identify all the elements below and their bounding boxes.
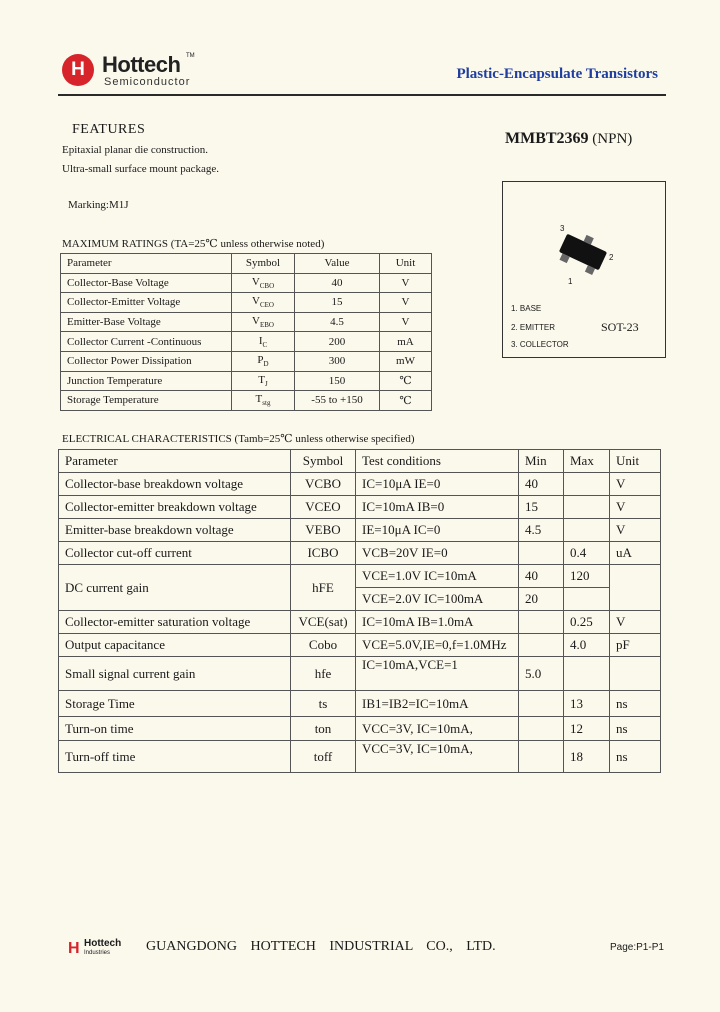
header-cell: Parameter — [61, 254, 232, 274]
marking-code: Marking:M1J — [68, 199, 129, 211]
symbol-main: V — [252, 314, 260, 327]
cell-unit — [610, 565, 661, 611]
package-diagram — [502, 181, 666, 358]
cell-min: 20 — [519, 588, 564, 611]
cell-condition: VCE=5.0V,IE=0,f=1.0MHz — [356, 634, 519, 657]
header-cell: Unit — [610, 450, 661, 473]
cell-max: 12 — [564, 717, 610, 741]
cell-unit: pF — [610, 634, 661, 657]
cell-condition: IC=10mA IB=1.0mA — [356, 611, 519, 634]
header-cell: Symbol — [232, 254, 295, 274]
brand-name: Hottech — [102, 52, 181, 77]
cell-condition: IB1=IB2=IC=10mA — [356, 691, 519, 717]
feature-line: Ultra-small surface mount package. — [62, 163, 219, 175]
cell-symbol: ton — [291, 717, 356, 741]
symbol-subscript: CEO — [259, 301, 274, 310]
header-cell: Unit — [380, 254, 432, 274]
cell-unit: V — [380, 273, 432, 293]
cell-value: -55 to +150 — [295, 391, 380, 411]
cell-max — [564, 519, 610, 542]
cell-max — [564, 657, 610, 691]
symbol-main: V — [251, 275, 260, 288]
cell-symbol: Cobo — [291, 634, 356, 657]
cell-min — [519, 542, 564, 565]
cell-unit: V — [380, 312, 432, 332]
cell-param: Junction Temperature — [61, 371, 232, 391]
cell-symbol — [232, 391, 295, 411]
symbol-main: P — [257, 354, 264, 367]
cell-symbol: VCE(sat) — [291, 611, 356, 634]
footer-brand-subtitle: Industries — [84, 950, 111, 956]
pin-number-label: 3 — [560, 224, 565, 233]
cell-min — [519, 717, 564, 741]
table-row — [59, 611, 661, 634]
cell-symbol — [232, 273, 295, 293]
symbol-main: I — [258, 334, 263, 347]
cell-symbol — [232, 351, 295, 371]
cell-condition: VCE=2.0V IC=100mA — [356, 588, 519, 611]
cell-param: Collector Current -Continuous — [61, 332, 232, 352]
table-row — [61, 391, 432, 411]
table-row — [59, 634, 661, 657]
header-cell: Max — [564, 450, 610, 473]
cell-max — [564, 496, 610, 519]
cell-param: Storage Time — [59, 691, 291, 717]
table-row — [59, 717, 661, 741]
cell-symbol: VCBO — [291, 473, 356, 496]
table-header-row — [61, 254, 432, 274]
cell-unit: mW — [380, 351, 432, 371]
feature-line: Epitaxial planar die construction. — [62, 144, 209, 156]
cell-min — [519, 634, 564, 657]
table-row — [59, 542, 661, 565]
cell-param: Emitter-Base Voltage — [61, 312, 232, 332]
cell-max: 0.4 — [564, 542, 610, 565]
cell-min: 5.0 — [519, 657, 564, 691]
cell-unit: ns — [610, 741, 661, 773]
cell-symbol: hFE — [291, 565, 356, 611]
symbol-subscript: D — [263, 360, 269, 369]
symbol-subscript: stg — [262, 399, 271, 408]
cell-symbol: VCEO — [291, 496, 356, 519]
cell-min: 4.5 — [519, 519, 564, 542]
electrical-characteristics-table — [58, 449, 661, 773]
symbol-main: T — [255, 393, 263, 406]
header-cell: Min — [519, 450, 564, 473]
cell-unit: V — [610, 519, 661, 542]
max-ratings-caption: MAXIMUM RATINGS (TA=25℃ unless otherwise noted) — [62, 238, 325, 250]
cell-value: 200 — [295, 332, 380, 352]
cell-symbol — [232, 312, 295, 332]
pin-base-label: 1. BASE — [511, 304, 542, 313]
table-row — [59, 496, 661, 519]
pin-emitter-label: 2. EMITTER — [511, 323, 556, 332]
footer-logo-icon: H — [68, 940, 80, 957]
cell-value: 300 — [295, 351, 380, 371]
pin-collector-label: 3. COLLECTOR — [511, 340, 569, 349]
cell-value: 150 — [295, 371, 380, 391]
pin-number-label: 1 — [568, 277, 573, 286]
table-header-row — [59, 450, 661, 473]
cell-param: Small signal current gain — [59, 657, 291, 691]
cell-value: 4.5 — [295, 312, 380, 332]
cell-condition: IC=10mA IB=0 — [356, 496, 519, 519]
header-cell: Test conditions — [356, 450, 519, 473]
footer-brand-name: Hottech — [84, 938, 122, 949]
cell-param: Collector-Base Voltage — [61, 273, 232, 293]
cell-unit: ℃ — [380, 391, 432, 411]
cell-min — [519, 611, 564, 634]
document-category-title: Plastic-Encapsulate Transistors — [456, 66, 658, 82]
cell-unit: V — [610, 611, 661, 634]
cell-min — [519, 741, 564, 773]
cell-param: Storage Temperature — [61, 391, 232, 411]
cell-condition: IC=10μA IE=0 — [356, 473, 519, 496]
symbol-subscript: EBO — [259, 321, 274, 330]
cell-max: 13 — [564, 691, 610, 717]
symbol-main: V — [252, 295, 260, 308]
cell-symbol: VEBO — [291, 519, 356, 542]
cell-condition: VCE=1.0V IC=10mA — [356, 565, 519, 588]
cell-min: 40 — [519, 565, 564, 588]
cell-value: 40 — [295, 273, 380, 293]
cell-param: Collector cut-off current — [59, 542, 291, 565]
cell-min: 40 — [519, 473, 564, 496]
table-row — [61, 312, 432, 332]
cell-condition: IE=10μA IC=0 — [356, 519, 519, 542]
footer-company-name: GUANGDONG HOTTECH INDUSTRIAL CO., LTD. — [146, 939, 496, 954]
cell-symbol — [232, 332, 295, 352]
cell-unit: mA — [380, 332, 432, 352]
table-row — [59, 565, 661, 588]
features-heading: FEATURES — [72, 122, 146, 137]
cell-condition: VCB=20V IE=0 — [356, 542, 519, 565]
part-number-heading — [505, 130, 632, 148]
cell-max — [564, 588, 610, 611]
cell-unit: ns — [610, 691, 661, 717]
cell-param: Turn-off time — [59, 741, 291, 773]
cell-unit — [610, 657, 661, 691]
symbol-subscript: C — [262, 340, 268, 349]
cell-symbol — [232, 293, 295, 313]
symbol-subscript: J — [265, 379, 268, 388]
cell-symbol — [232, 371, 295, 391]
cell-max: 120 — [564, 565, 610, 588]
cell-condition: IC=10mA,VCE=1 — [356, 657, 519, 691]
cell-symbol: hfe — [291, 657, 356, 691]
cell-min — [519, 691, 564, 717]
cell-unit: V — [610, 496, 661, 519]
symbol-subscript: CBO — [259, 281, 275, 290]
page-indicator: Page:P1-P1 — [610, 942, 664, 953]
table-row — [59, 657, 661, 691]
table-row — [61, 371, 432, 391]
pin-number-label: 2 — [609, 253, 614, 262]
cell-max — [564, 473, 610, 496]
cell-param: Collector-Emitter Voltage — [61, 293, 232, 313]
cell-param: Collector-emitter breakdown voltage — [59, 496, 291, 519]
cell-unit: V — [380, 293, 432, 313]
package-name: SOT-23 — [601, 320, 639, 334]
cell-unit: ℃ — [380, 371, 432, 391]
part-number: MMBT2369 — [505, 130, 589, 147]
cell-max: 0.25 — [564, 611, 610, 634]
cell-max: 4.0 — [564, 634, 610, 657]
cell-unit: ns — [610, 717, 661, 741]
cell-symbol: ts — [291, 691, 356, 717]
part-type: (NPN) — [592, 131, 633, 147]
header-cell: Parameter — [59, 450, 291, 473]
cell-unit: V — [610, 473, 661, 496]
electrical-caption: ELECTRICAL CHARACTERISTICS (Tamb=25℃ unless otherwise specified) — [62, 433, 415, 445]
table-row — [59, 519, 661, 542]
cell-symbol: toff — [291, 741, 356, 773]
cell-condition: VCC=3V, IC=10mA, — [356, 741, 519, 773]
table-row — [61, 332, 432, 352]
table-row — [59, 741, 661, 773]
max-ratings-table — [60, 253, 432, 411]
table-row — [61, 351, 432, 371]
symbol-main: T — [258, 373, 265, 386]
header-cell: Value — [295, 254, 380, 274]
header-divider — [58, 94, 666, 96]
cell-condition: VCC=3V, IC=10mA, — [356, 717, 519, 741]
brand-subtitle: Semiconductor — [104, 76, 191, 88]
cell-symbol: ICBO — [291, 542, 356, 565]
table-row — [61, 273, 432, 293]
table-row — [59, 473, 661, 496]
table-row — [59, 691, 661, 717]
cell-param: Collector-base breakdown voltage — [59, 473, 291, 496]
brand-trademark: TM — [186, 53, 195, 59]
cell-unit: uA — [610, 542, 661, 565]
cell-param: Output capacitance — [59, 634, 291, 657]
cell-max: 18 — [564, 741, 610, 773]
table-row — [61, 293, 432, 313]
brand-logo-icon: H — [62, 54, 94, 86]
cell-param: Collector-emitter saturation voltage — [59, 611, 291, 634]
cell-value: 15 — [295, 293, 380, 313]
cell-min: 15 — [519, 496, 564, 519]
cell-param: Turn-on time — [59, 717, 291, 741]
cell-param: DC current gain — [59, 565, 291, 611]
header-cell: Symbol — [291, 450, 356, 473]
cell-param: Emitter-base breakdown voltage — [59, 519, 291, 542]
cell-param: Collector Power Dissipation — [61, 351, 232, 371]
